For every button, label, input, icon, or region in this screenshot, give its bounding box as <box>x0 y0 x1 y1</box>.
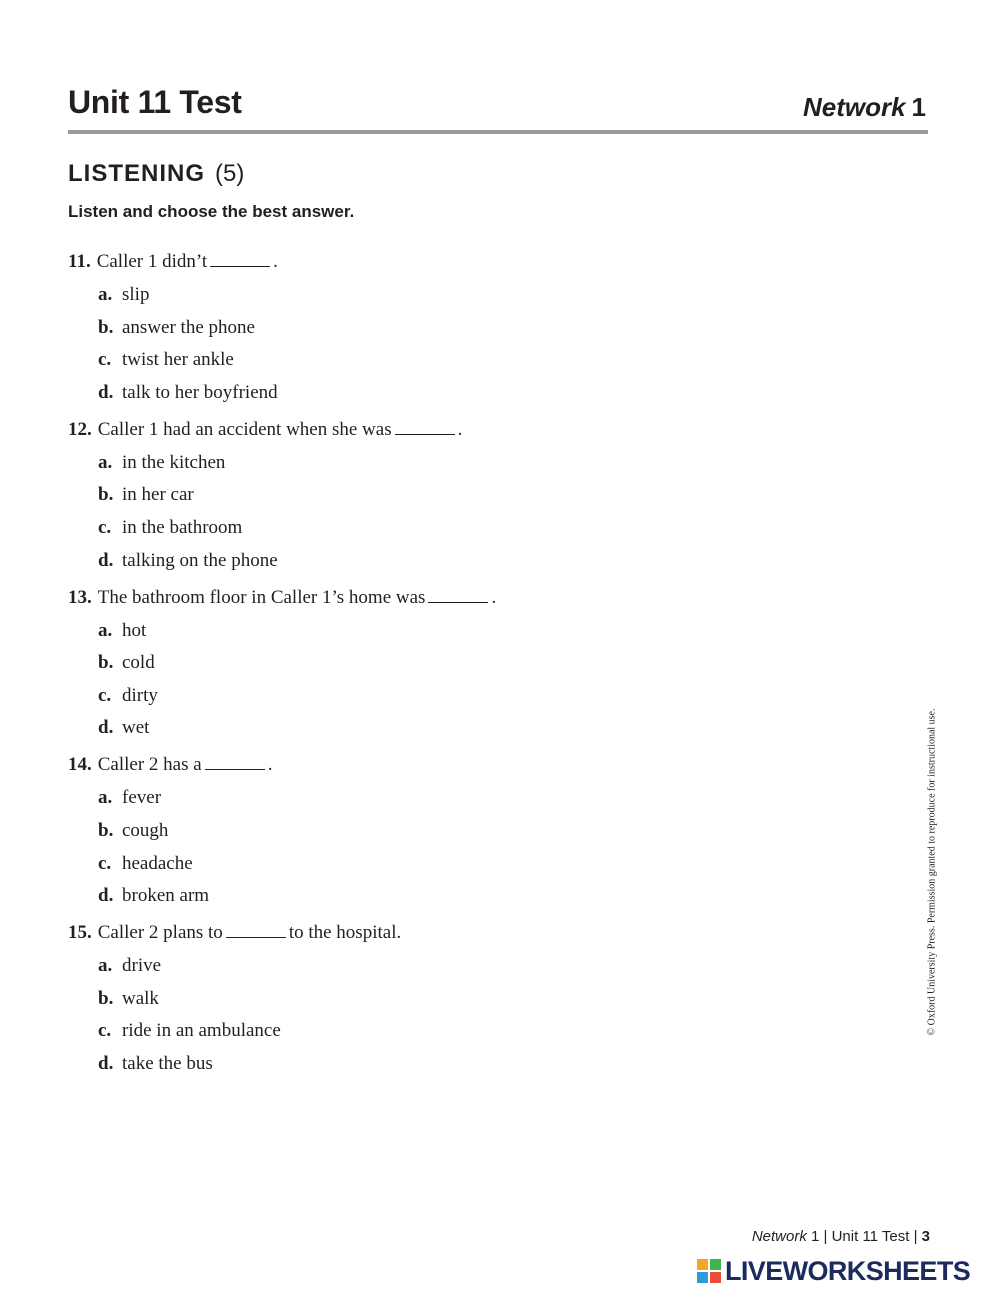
option-text: wet <box>122 717 150 739</box>
option-text: drive <box>122 955 162 977</box>
answer-option[interactable] <box>68 547 868 575</box>
option-label: c. <box>98 349 112 371</box>
option-text: talking on the phone <box>122 549 278 571</box>
brand-name: Network <box>802 92 906 122</box>
stem-text-after: to the hospital. <box>288 922 402 944</box>
option-label: a. <box>98 787 113 809</box>
option-label: b. <box>98 316 114 338</box>
brand-level: 1 <box>911 92 926 122</box>
option-text: ride in an ambulance <box>122 1020 281 1042</box>
option-text: talk to her boyfriend <box>122 381 278 403</box>
answer-option[interactable] <box>68 449 868 477</box>
page-title: Unit 11 Test <box>68 84 242 120</box>
option-label: c. <box>98 516 112 538</box>
option-label: a. <box>98 284 113 305</box>
liveworksheets-logo <box>697 1256 993 1286</box>
footer-brand: Network <box>751 1228 807 1245</box>
instructions: Listen and choose the best answer. <box>68 202 355 221</box>
option-label: d. <box>98 885 114 907</box>
answer-option[interactable] <box>68 817 868 845</box>
question-list <box>68 248 868 1087</box>
answer-blank[interactable] <box>210 252 270 267</box>
page-header <box>68 84 928 136</box>
stem-text-after: . <box>491 586 497 608</box>
section-name: LISTENING <box>68 160 206 187</box>
question-stem <box>68 919 868 947</box>
answer-option[interactable] <box>68 985 868 1013</box>
logo-square <box>710 1259 721 1270</box>
question-number: 11. <box>68 251 91 272</box>
answer-option[interactable] <box>68 1017 868 1045</box>
option-label: d. <box>98 1052 114 1074</box>
answer-option[interactable] <box>68 281 868 309</box>
answer-option[interactable] <box>68 481 868 509</box>
question-stem <box>68 416 868 444</box>
option-text: twist her ankle <box>122 349 234 371</box>
answer-option[interactable] <box>68 784 868 812</box>
answer-option[interactable] <box>68 649 868 677</box>
option-label: b. <box>98 987 114 1009</box>
option-text: walk <box>122 987 159 1009</box>
question <box>68 416 868 575</box>
logo-square <box>710 1272 721 1283</box>
question-stem <box>68 751 868 779</box>
question <box>68 919 868 1078</box>
option-text: cold <box>122 652 155 674</box>
header-rule <box>68 130 928 134</box>
answer-option[interactable] <box>68 314 868 342</box>
answer-option[interactable] <box>68 514 868 542</box>
question <box>68 751 868 910</box>
logo-square <box>697 1259 708 1270</box>
footer-unit: 1 | Unit 11 Test | <box>806 1228 922 1245</box>
option-text: fever <box>122 787 162 809</box>
option-text: in the kitchen <box>122 451 226 473</box>
stem-text-after: . <box>457 418 463 440</box>
answer-option[interactable] <box>68 682 868 710</box>
question-number: 15. <box>68 922 92 944</box>
option-label: a. <box>98 955 113 977</box>
answer-blank[interactable] <box>428 588 488 603</box>
answer-blank[interactable] <box>205 755 265 770</box>
answer-blank[interactable] <box>395 420 455 435</box>
stem-text-after: . <box>273 251 278 272</box>
question-number: 14. <box>68 754 92 776</box>
answer-option[interactable] <box>68 617 868 645</box>
stem-text: The bathroom floor in Caller 1’s home was <box>97 586 426 608</box>
answer-option[interactable] <box>68 346 868 374</box>
option-label: d. <box>98 381 114 403</box>
logo-squares-icon <box>697 1259 721 1283</box>
answer-option[interactable] <box>68 379 868 407</box>
option-text: answer the phone <box>122 316 255 338</box>
logo-text: LIVEWORKSHEETS <box>725 1256 971 1286</box>
option-label: d. <box>98 717 114 739</box>
option-text: in the bathroom <box>122 516 243 538</box>
option-label: b. <box>98 819 114 841</box>
question-stem <box>68 248 868 276</box>
option-text: slip <box>122 284 150 305</box>
stem-text: Caller 1 didn’t <box>96 251 208 272</box>
stem-text-after: . <box>267 754 273 776</box>
option-text: take the bus <box>122 1052 213 1074</box>
question <box>68 248 868 407</box>
copyright-notice: © Oxford University Press. Permission granted to reproduce for instructional use. <box>926 708 938 1036</box>
answer-option[interactable] <box>68 952 868 980</box>
option-label: b. <box>98 484 114 506</box>
option-text: broken arm <box>122 885 210 907</box>
option-label: a. <box>98 451 113 473</box>
section-title <box>68 160 244 188</box>
logo-square <box>697 1272 708 1283</box>
answer-option[interactable] <box>68 714 868 742</box>
answer-blank[interactable] <box>226 923 286 938</box>
option-text: in her car <box>122 484 194 506</box>
option-text: cough <box>122 819 169 841</box>
question <box>68 584 868 743</box>
section-score: (5) <box>215 160 245 187</box>
stem-text: Caller 1 had an accident when she was <box>97 418 392 440</box>
answer-option[interactable] <box>68 882 868 910</box>
option-label: a. <box>98 619 113 641</box>
page-footer <box>752 1228 930 1245</box>
question-number: 12. <box>68 418 92 440</box>
answer-option[interactable] <box>68 850 868 878</box>
option-label: c. <box>98 1020 112 1042</box>
option-text: dirty <box>122 684 158 706</box>
question-number: 13. <box>68 586 92 608</box>
option-label: c. <box>98 684 112 706</box>
question-stem <box>68 584 868 612</box>
stem-text: Caller 2 plans to <box>97 922 223 944</box>
option-label: c. <box>98 852 112 874</box>
option-label: d. <box>98 549 114 571</box>
option-text: headache <box>122 852 193 874</box>
stem-text: Caller 2 has a <box>97 754 202 776</box>
brand-mark <box>803 92 926 123</box>
page-number: 3 <box>921 1228 930 1245</box>
option-text: hot <box>122 619 147 641</box>
option-label: b. <box>98 652 114 674</box>
answer-option[interactable] <box>68 1050 868 1078</box>
